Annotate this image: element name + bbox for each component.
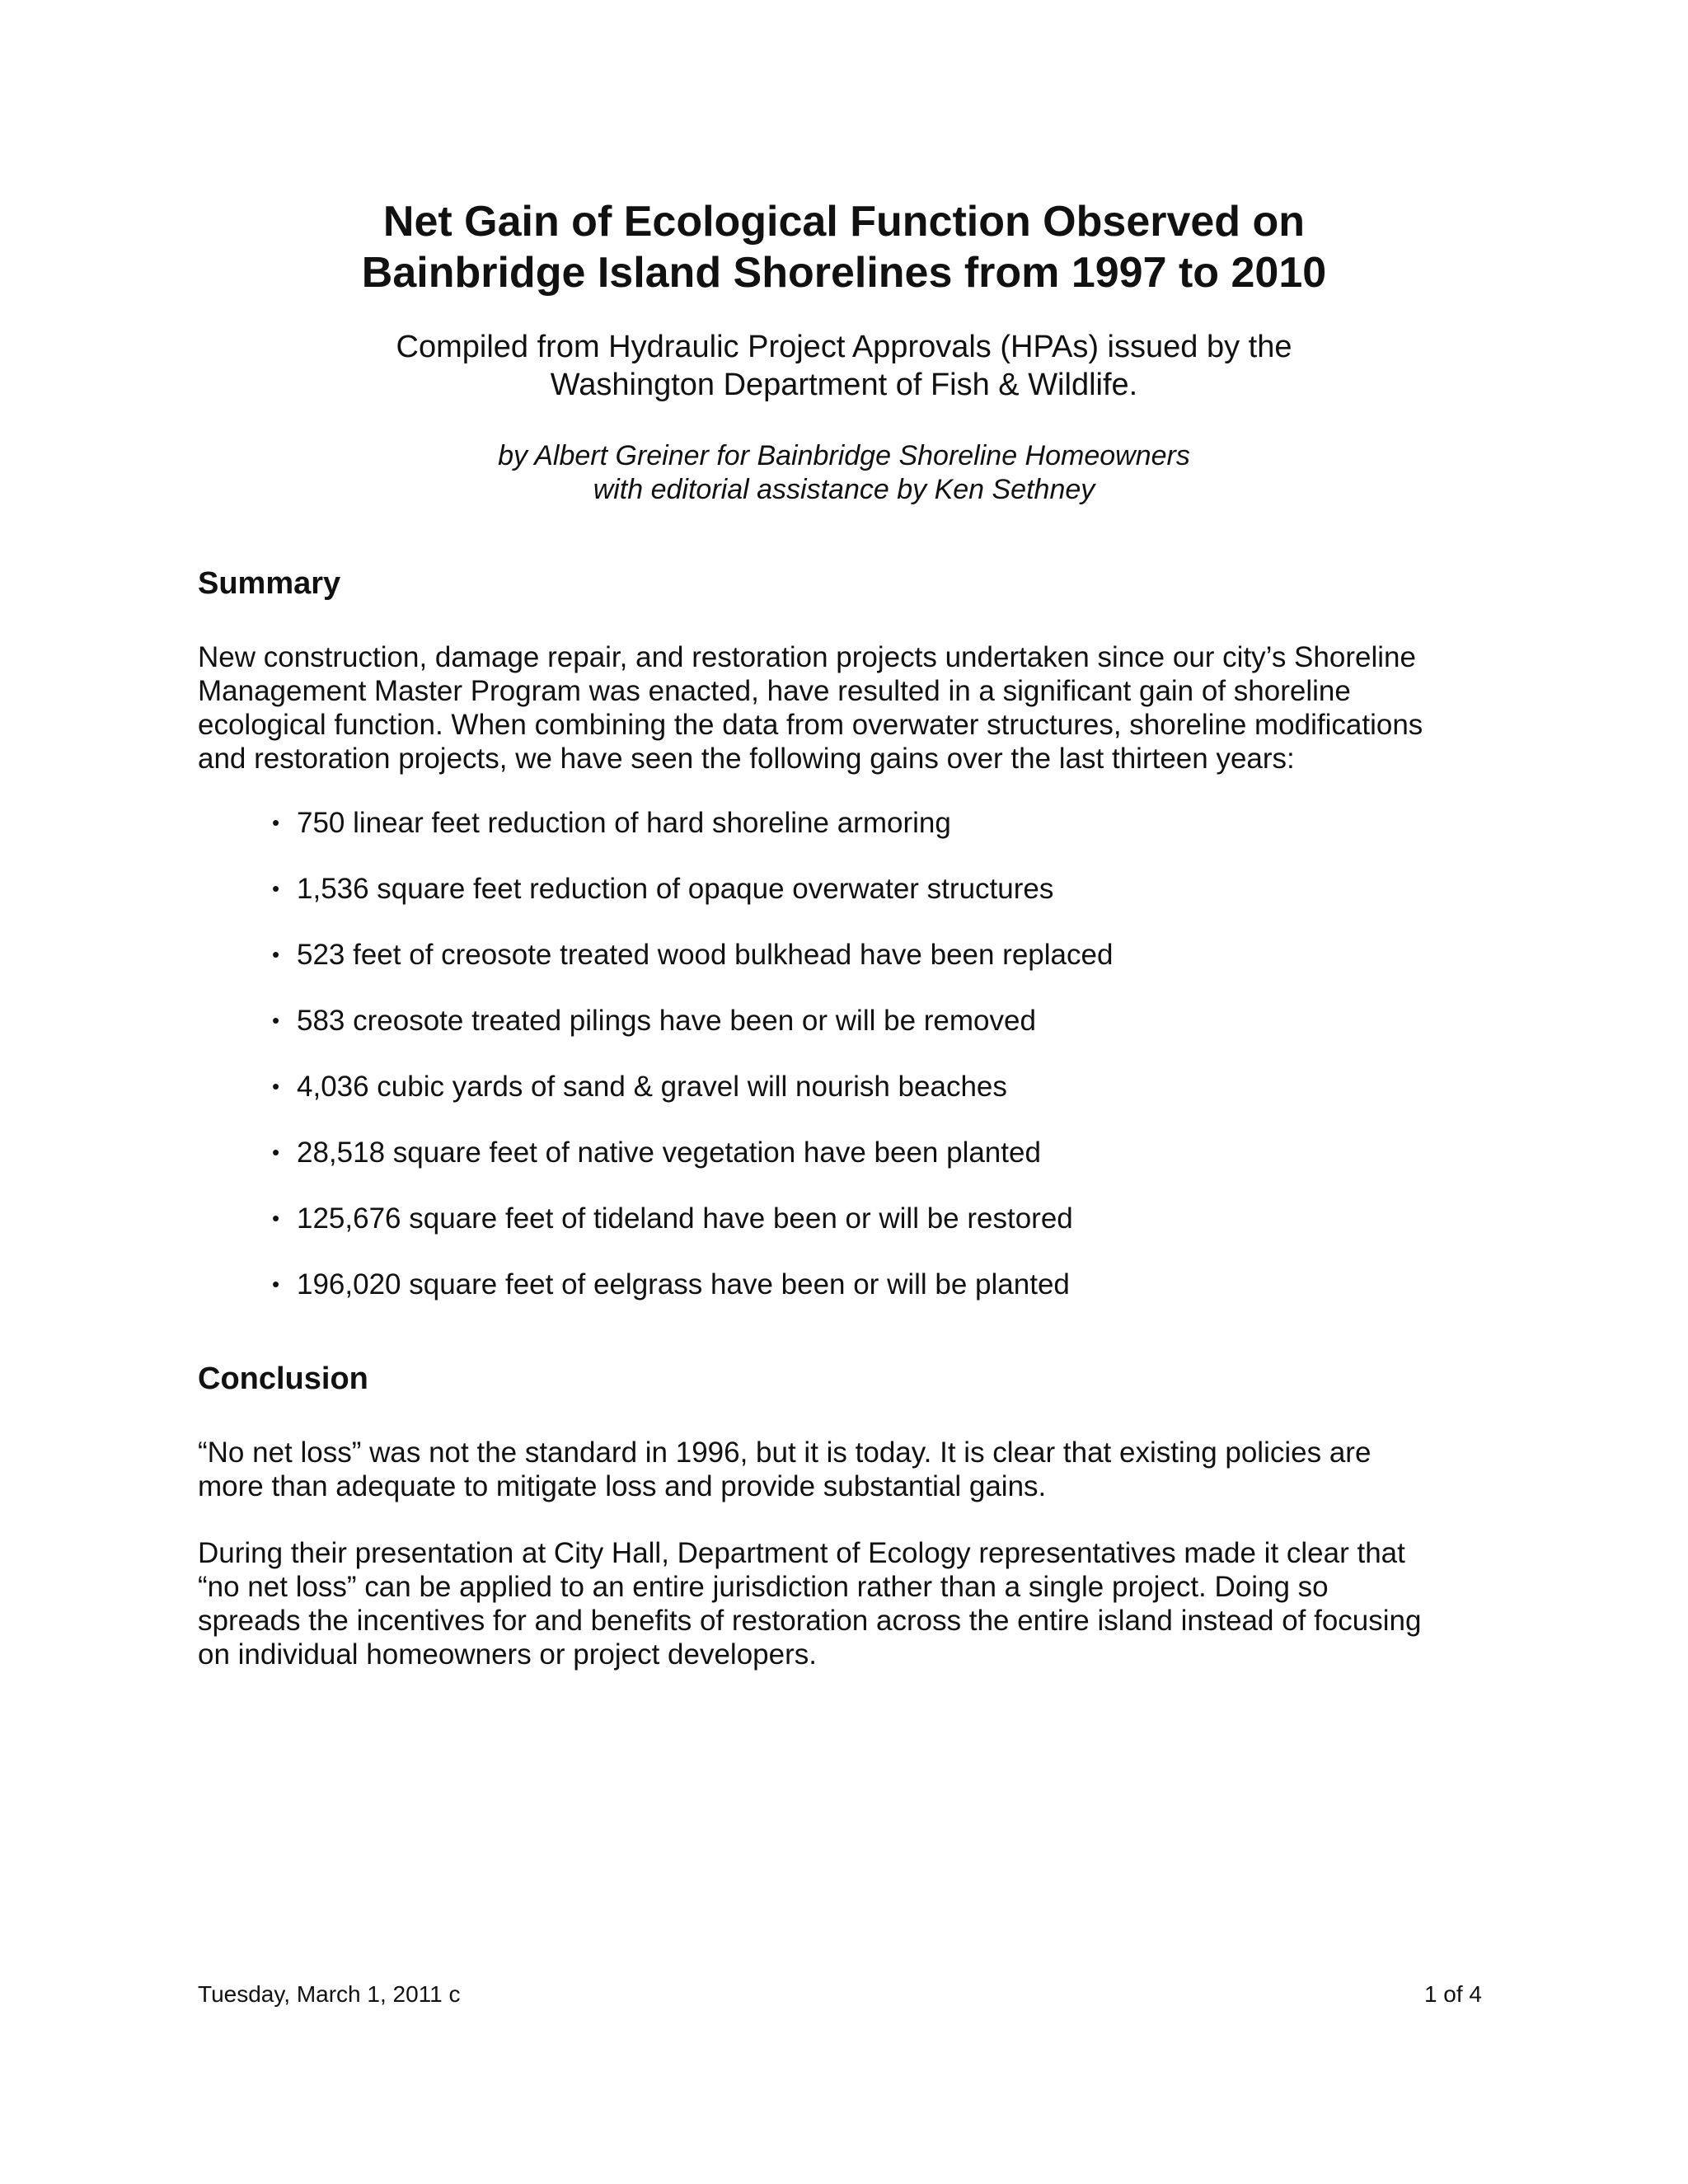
list-item-text: 583 creosote treated pilings have been or will be removed bbox=[297, 1005, 1036, 1037]
document-title bbox=[0, 196, 1688, 298]
bullet-icon: • bbox=[272, 1140, 280, 1165]
paragraph-line: New construction, damage repair, and restoration projects undertaken since our city’s Shoreline bbox=[198, 641, 1416, 673]
author-byline bbox=[0, 439, 1688, 507]
paragraph-line: spreads the incentives for and benefits of restoration across the entire island instead of focusing bbox=[198, 1605, 1422, 1637]
bullet-icon: • bbox=[272, 876, 280, 901]
paragraph-line: on individual homeowners or project developers. bbox=[198, 1638, 817, 1671]
paragraph-line: “no net loss” can be applied to an entire jurisdiction rather than a single project. Doing so bbox=[198, 1571, 1329, 1603]
footer-date: Tuesday, March 1, 2011 c bbox=[198, 1981, 461, 2007]
bullet-icon: • bbox=[272, 1272, 280, 1296]
paragraph-line: During their presentation at City Hall, Department of Ecology representatives made it clear that bbox=[198, 1537, 1405, 1569]
list-item-text: 28,518 square feet of native vegetation have been planted bbox=[297, 1137, 1041, 1169]
list-item bbox=[272, 870, 1113, 936]
paragraph-line: Management Master Program was enacted, have resulted in a significant gain of shoreline bbox=[198, 675, 1351, 707]
paragraph-line: more than adequate to mitigate loss and provide substantial gains. bbox=[198, 1470, 1047, 1502]
summary-paragraph bbox=[198, 640, 1508, 776]
list-item-text: 4,036 cubic yards of sand & gravel will nourish beaches bbox=[297, 1071, 1007, 1103]
paragraph-line: “No net loss” was not the standard in 1996, but it is today. It is clear that existing policies are bbox=[198, 1436, 1372, 1469]
list-item bbox=[272, 1134, 1113, 1200]
list-item-text: 1,536 square feet reduction of opaque overwater structures bbox=[297, 873, 1054, 905]
conclusion-paragraph-1 bbox=[198, 1436, 1508, 1503]
subtitle-line: Washington Department of Fish & Wildlife. bbox=[550, 368, 1138, 402]
footer-page-number: 1 of 4 bbox=[1423, 1981, 1482, 2007]
bullet-icon: • bbox=[272, 1008, 280, 1033]
list-item-text: 196,020 square feet of eelgrass have been or will be planted bbox=[297, 1268, 1070, 1301]
list-item bbox=[272, 1002, 1113, 1068]
title-line: Net Gain of Ecological Function Observed on bbox=[382, 198, 1306, 246]
list-item bbox=[272, 1266, 1113, 1332]
byline-line: by Albert Greiner for Bainbridge Shoreline Homeowners bbox=[498, 440, 1190, 471]
list-item bbox=[272, 1068, 1113, 1134]
bullet-icon: • bbox=[272, 810, 280, 835]
conclusion-heading: Conclusion bbox=[198, 1361, 368, 1396]
list-item bbox=[272, 1200, 1113, 1266]
title-line: Bainbridge Island Shorelines from 1997 to 2010 bbox=[361, 249, 1327, 297]
list-item-text: 523 feet of creosote treated wood bulkhead have been replaced bbox=[297, 939, 1114, 971]
list-item bbox=[272, 804, 1113, 870]
bullet-icon: • bbox=[272, 942, 280, 967]
bullet-icon: • bbox=[272, 1206, 280, 1230]
list-item-text: 750 linear feet reduction of hard shoreline armoring bbox=[297, 807, 951, 839]
document-subtitle bbox=[0, 328, 1688, 404]
paragraph-line: and restoration projects, we have seen the following gains over the last thirteen years: bbox=[198, 743, 1295, 775]
byline-line: with editorial assistance by Ken Sethney bbox=[593, 474, 1095, 505]
list-item-text: 125,676 square feet of tideland have been or will be restored bbox=[297, 1202, 1073, 1235]
conclusion-paragraph-2 bbox=[198, 1536, 1508, 1671]
list-item bbox=[272, 936, 1113, 1002]
summary-heading: Summary bbox=[198, 566, 341, 601]
subtitle-line: Compiled from Hydraulic Project Approvals (HPAs) issued by the bbox=[396, 330, 1292, 364]
bullet-icon: • bbox=[272, 1074, 280, 1099]
paragraph-line: ecological function. When combining the data from overwater structures, shoreline modifications bbox=[198, 709, 1423, 741]
gains-list bbox=[272, 804, 1113, 1332]
